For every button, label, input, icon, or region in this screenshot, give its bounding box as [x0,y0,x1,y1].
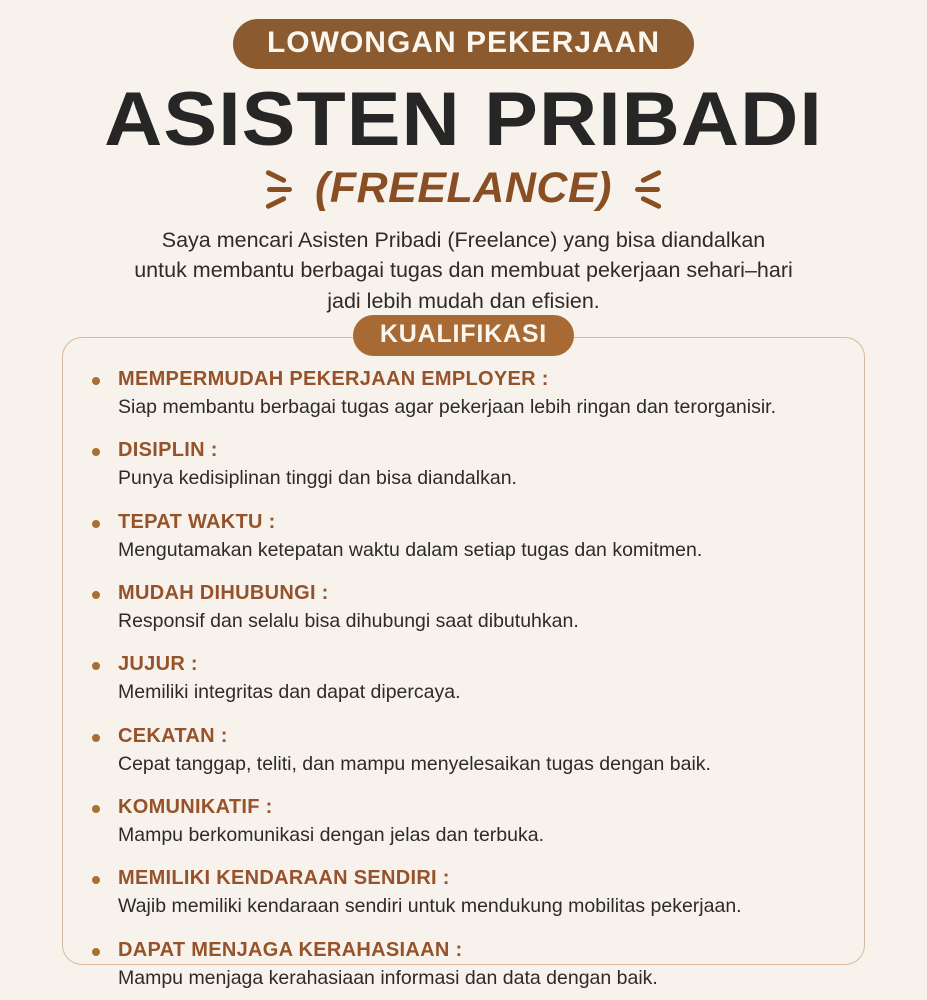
bullet-icon [92,377,100,385]
bullet-icon [92,876,100,884]
burst-left-icon [265,167,299,211]
qualification-item [92,652,839,705]
bullet-icon [92,448,100,456]
employment-type-subtitle: (FREELANCE) [315,164,612,213]
qualification-body [118,438,839,491]
qualification-description: Punya kedisiplinan tinggi dan bisa diandalkan. [118,467,517,490]
qualification-description: Mengutamakan ketepatan waktu dalam setiap tugas dan komitmen. [118,538,703,561]
qualification-item [92,866,839,919]
banner-row [0,0,927,69]
qualification-heading: DISIPLIN : [118,439,218,462]
qualification-description: Siap membantu berbagai tugas agar pekerjaan lebih ringan dan terorganisir. [118,396,777,419]
qualifications-list [62,367,865,991]
bullet-icon [92,805,100,813]
qualification-body [118,795,839,848]
qualification-heading: MEMILIKI KENDARAAN SENDIRI : [118,867,450,890]
qualification-description: Mampu menjaga kerahasiaan informasi dan data dengan baik. [118,966,658,989]
qualification-heading: MEMPERMUDAH PEKERJAAN EMPLOYER : [118,368,549,391]
qualification-heading: CEKATAN : [118,724,228,747]
qualification-body [118,938,839,991]
bullet-icon [92,520,100,528]
intro-line-2: untuk membantu berbagai tugas dan membuat pekerjaan sehari–hari [134,258,793,283]
qualification-heading: MUDAH DIHUBUNGI : [118,582,329,605]
bullet-icon [92,662,100,670]
qualification-item [92,724,839,777]
qualification-body [118,367,839,420]
qualification-item [92,938,839,991]
qualification-description: Memiliki integritas dan dapat dipercaya. [118,681,461,704]
qualification-heading: DAPAT MENJAGA KERAHASIAAN : [118,938,463,961]
intro-paragraph [94,225,834,317]
subtitle-row [0,164,927,213]
qualification-heading: JUJUR : [118,653,198,676]
qualification-item [92,438,839,491]
qualification-body [118,724,839,777]
qualification-body [118,581,839,634]
bullet-icon [92,948,100,956]
qualification-description: Cepat tanggap, teliti, dan mampu menyelesaikan tugas dengan baik. [118,752,711,775]
section-pill-row [0,315,927,356]
bullet-icon [92,734,100,742]
qualification-description: Responsif dan selalu bisa dihubungi saat dibutuhkan. [118,610,579,633]
qualification-body [118,510,839,563]
qualifications-heading-pill: KUALIFIKASI [353,315,574,356]
qualification-heading: TEPAT WAKTU : [118,510,276,533]
qualification-item [92,367,839,420]
qualification-item [92,795,839,848]
qualification-item [92,581,839,634]
intro-line-1: Saya mencari Asisten Pribadi (Freelance) yang bisa diandalkan [161,227,766,252]
qualification-description: Mampu berkomunikasi dengan jelas dan terbuka. [118,824,545,847]
qualification-description: Wajib memiliki kendaraan sendiri untuk mendukung mobilitas pekerjaan. [118,895,742,918]
qualification-heading: KOMUNIKATIF : [118,796,273,819]
burst-right-icon [628,167,662,211]
bullet-icon [92,591,100,599]
qualification-item [92,510,839,563]
intro-line-3: jadi lebih mudah dan efisien. [327,288,600,313]
page-title: ASISTEN PRIBADI [104,77,823,162]
qualification-body [118,866,839,919]
job-vacancy-banner: LOWONGAN PEKERJAAN [233,19,694,69]
qualification-body [118,652,839,705]
